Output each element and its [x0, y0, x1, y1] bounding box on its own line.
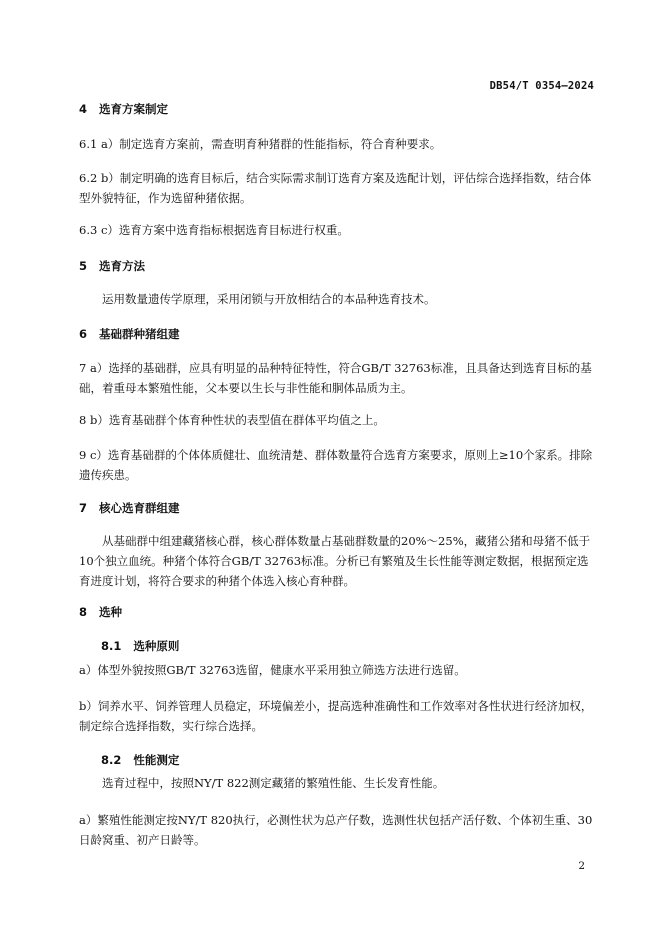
paragraph-7: 7 a）选择的基础群，应具有明显的品种特征特性，符合GB/T 32763标准，且具备达到选育目标的基础，着重母本繁殖性能，父本要以生长与非性能和胴体品质为主。 — [79, 361, 592, 395]
heading-8-2: 8.2 性能测定 — [101, 753, 180, 767]
paragraph-8-1-a: a）体型外貌按照GB/T 32763选留，健康水平采用独立筛选方法进行选留。 — [79, 663, 466, 677]
paragraph-6-3: 6.3 c）选育方案中选育指标根据选育目标进行权重。 — [79, 223, 349, 237]
page-number: 2 — [578, 860, 585, 872]
standard-code: DB54/T 0354—2024 — [489, 80, 594, 92]
heading-7: 7 核心选育群组建 — [79, 501, 180, 515]
heading-8: 8 选种 — [79, 605, 123, 619]
heading-8-1: 8.1 选种原则 — [101, 639, 180, 653]
paragraph-7-body: 从基础群中组建藏猪核心群，核心群体数量占基础群数量的20%～25%，藏猪公猪和母猪不低于10个独立血统。种猪个体符合GB/T 32763标准。分析已有繁殖及生长性能等测定数据，根据预定选育进度计划，将符合要求的种猪个体选入核心育种群。 — [79, 534, 591, 588]
heading-6: 6 基础群种猪组建 — [79, 327, 180, 341]
heading-5: 5 选育方法 — [79, 259, 146, 273]
paragraph-6-2: 6.2 b）制定明确的选育目标后，结合实际需求制订选育方案及选配计划，评估综合选择指数，结合体型外貌特征，作为选留种猪依据。 — [79, 171, 592, 205]
paragraph-8-1-b: b）饲养水平、饲养管理人员稳定，环境偏差小，提高选种准确性和工作效率对各性状进行经济加权，制定综合选择指数，实行综合选择。 — [79, 699, 593, 733]
paragraph-9: 9 c）选育基础群的个体体质健壮、血统清楚、群体数量符合选育方案要求，原则上≥10个家系。排除遗传疾患。 — [79, 448, 593, 482]
paragraph-6-1: 6.1 a）制定选育方案前，需查明育种猪群的性能指标，符合育种要求。 — [79, 137, 442, 151]
heading-4: 4 选育方案制定 — [79, 102, 169, 116]
paragraph-5: 运用数量遗传学原理，采用闭锁与开放相结合的本品种选育技术。 — [102, 292, 436, 306]
paragraph-8-2: 选育过程中，按照NY/T 822测定藏猪的繁殖性能、生长发育性能。 — [102, 776, 445, 790]
paragraph-8: 8 b）选育基础群个体育种性状的表型值在群体平均值之上。 — [79, 413, 385, 427]
paragraph-8-2-a: a）繁殖性能测定按NY/T 820执行，必测性状为总产仔数，选测性状包括产活仔数、个体初生重、30日龄窝重、初产日龄等。 — [79, 813, 593, 847]
